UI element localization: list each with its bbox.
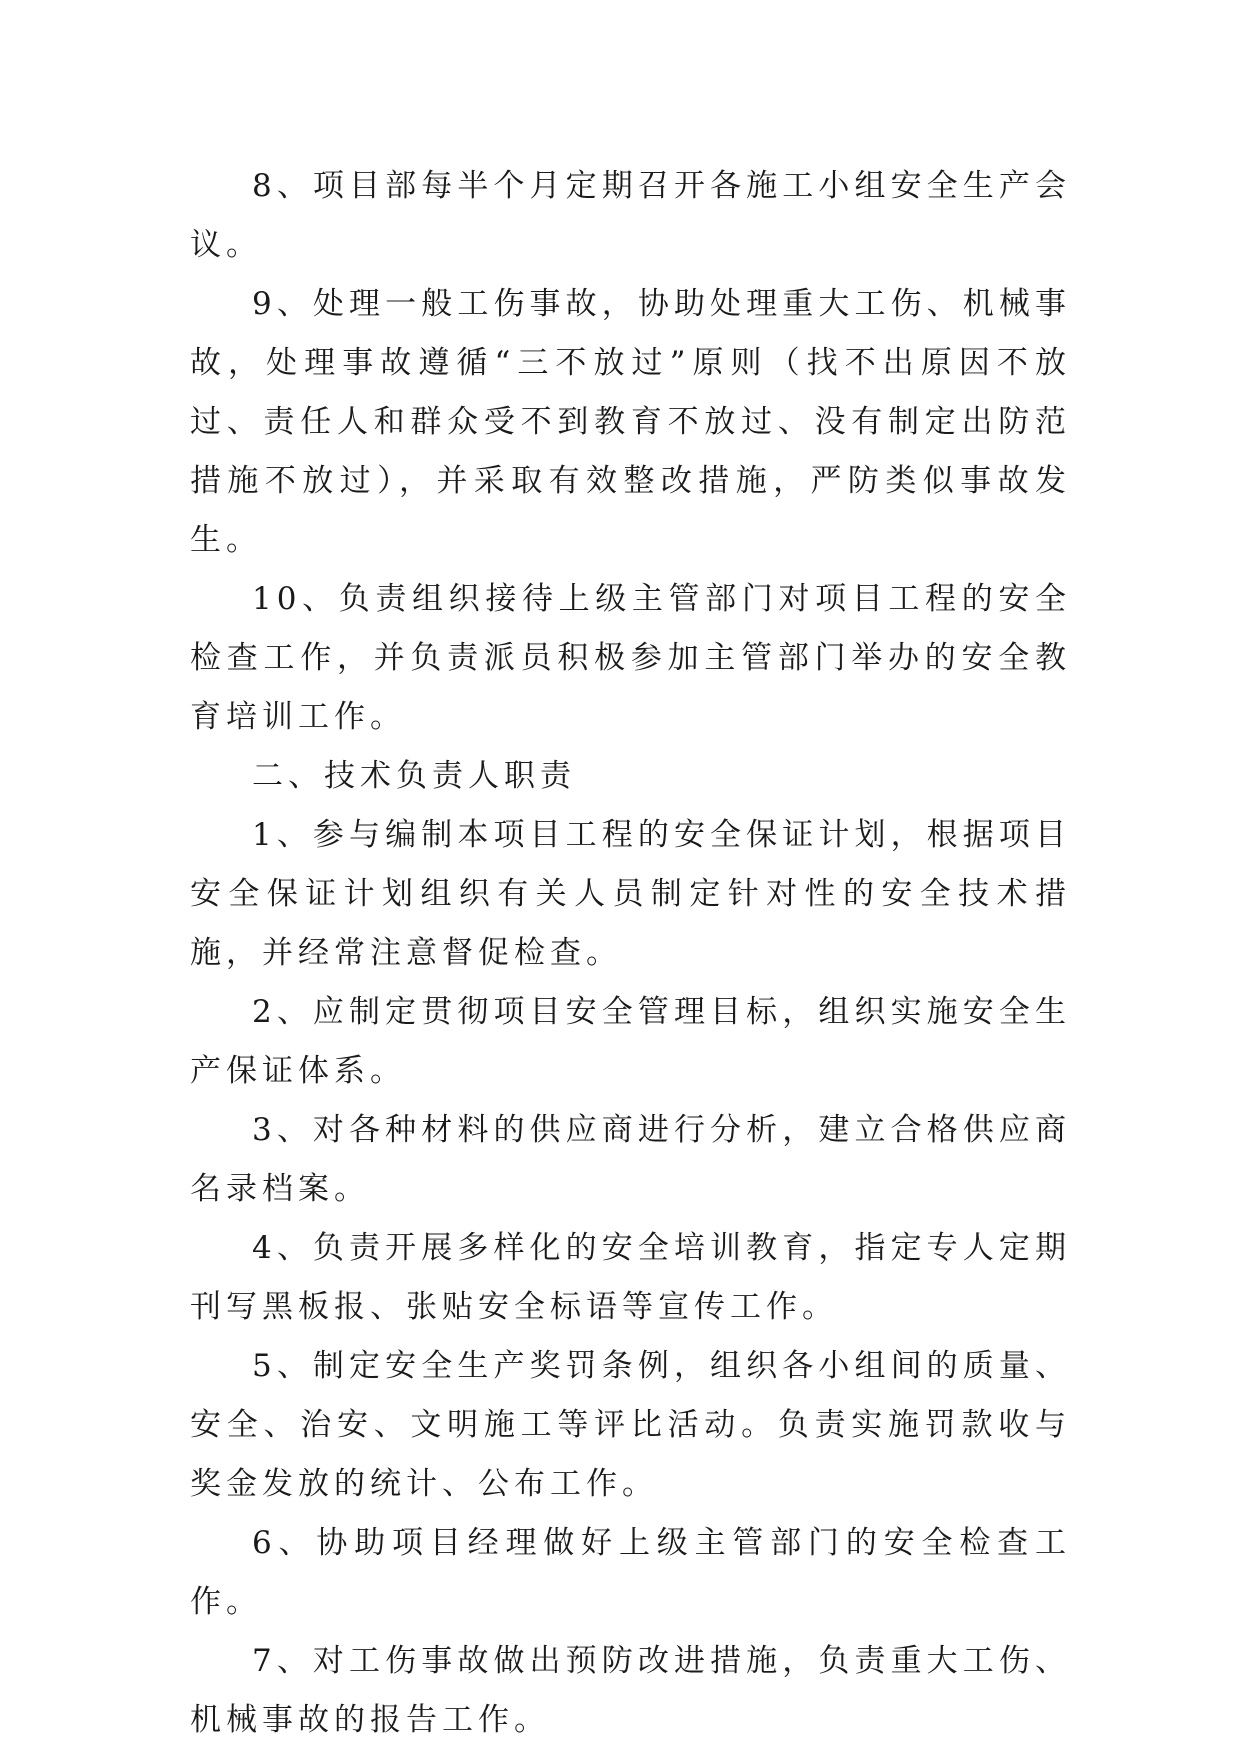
paragraph-item-9: 9、处理一般工伤事故，协助处理重大工伤、机械事故，处理事故遵循“三不放过”原则（找不出原因不放过、责任人和群众受不到教育不放过、没有制定出防范措施不放过），并采取有效整改措施，严防类似事故发生。 — [190, 286, 1071, 558]
section-heading: 二、技术负责人职责 — [252, 758, 576, 794]
paragraph-item-1: 1、参与编制本项目工程的安全保证计划，根据项目安全保证计划组织有关人员制定针对性的安全技术措施，并经常注意督促检查。 — [190, 817, 1071, 971]
paragraph-item-5: 5、制定安全生产奖罚条例，组织各小组间的质量、安全、治安、文明施工等评比活动。负责实施罚款收与奖金发放的统计、公布工作。 — [190, 1348, 1071, 1502]
paragraph-item-2: 2、应制定贯彻项目安全管理目标，组织实施安全生产保证体系。 — [190, 994, 1071, 1089]
paragraph-item-10: 10、负责组织接待上级主管部门对项目工程的安全检查工作，并负责派员积极参加主管部门举办的安全教育培训工作。 — [190, 581, 1071, 735]
paragraph-item-6: 6、协助项目经理做好上级主管部门的安全检查工作。 — [190, 1525, 1071, 1620]
paragraph-item-3: 3、对各种材料的供应商进行分析，建立合格供应商名录档案。 — [190, 1112, 1071, 1207]
paragraph-item-8: 8、项目部每半个月定期召开各施工小组安全生产会议。 — [190, 168, 1071, 263]
paragraph-item-7: 7、对工伤事故做出预防改进措施，负责重大工伤、机械事故的报告工作。 — [190, 1643, 1071, 1738]
paragraph-item-4: 4、负责开展多样化的安全培训教育，指定专人定期刊写黑板报、张贴安全标语等宣传工作。 — [190, 1230, 1071, 1325]
